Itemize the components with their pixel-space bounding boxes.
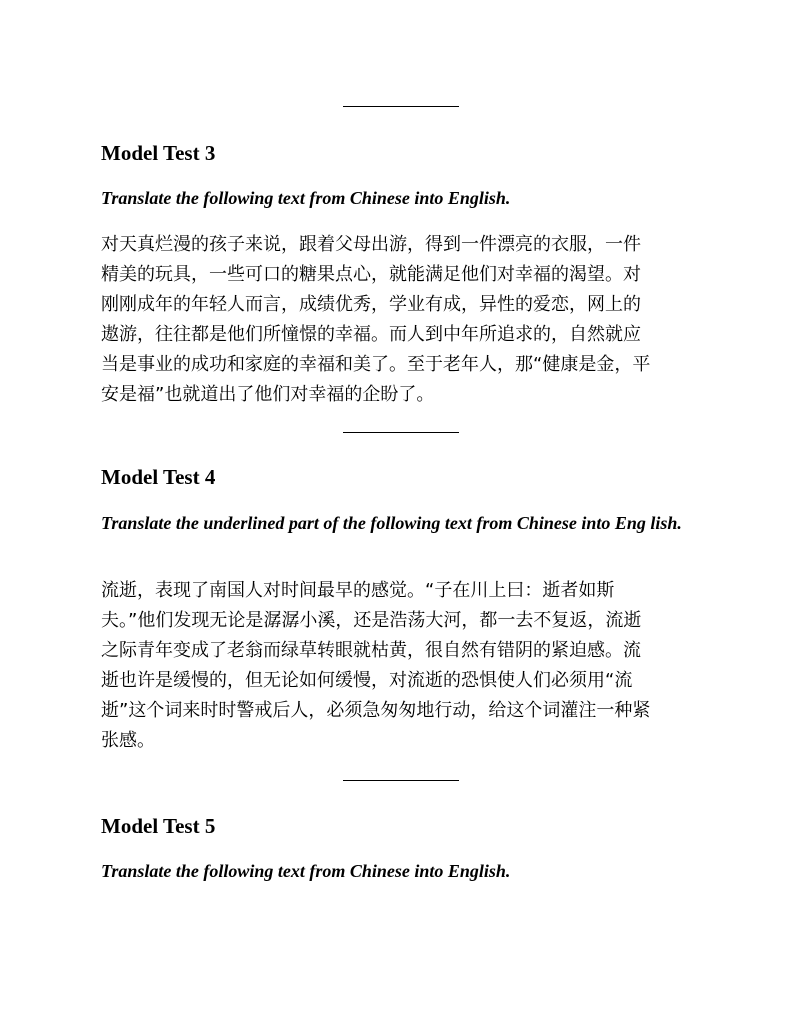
model-test-4-heading: Model Test 4 xyxy=(101,465,216,489)
passage-line: 精美的玩具，一些可口的糖果点心，就能满足他们对幸福的渴望。对 xyxy=(101,264,641,285)
passage-line: 之际青年变成了老翁而绿草转眼就枯黄，很自然有错阴的紧迫感。流 xyxy=(101,640,641,661)
passage-line: 流逝，表现了南国人对时间最早的感觉。“子在川上曰：逝者如斯 xyxy=(101,580,615,601)
passage-line: 当是事业的成功和家庭的幸福和美了。至于老年人，那“健康是金，平 xyxy=(101,354,651,375)
model-test-5-instruction: Translate the following text from Chinese into English. xyxy=(101,861,511,881)
passage-line: 张感。 xyxy=(101,730,155,751)
passage-line: 夫。”他们发现无论是潺潺小溪，还是浩荡大河，都一去不复返，流逝 xyxy=(101,610,642,631)
passage-line: 安是福”也就道出了他们对幸福的企盼了。 xyxy=(101,384,435,405)
model-test-4-instruction: Translate the underlined part of the following text from Chinese into Eng lish. xyxy=(101,513,682,533)
model-test-5-heading: Model Test 5 xyxy=(101,814,216,838)
passage-line: 遨游，往往都是他们所憧憬的幸福。而人到中年所追求的，自然就应 xyxy=(101,324,641,345)
section-divider xyxy=(343,780,459,781)
model-test-3-instruction: Translate the following text from Chinese into English. xyxy=(101,188,511,208)
passage-line: 对天真烂漫的孩子来说，跟着父母出游，得到一件漂亮的衣服，一件 xyxy=(101,234,641,255)
section-divider xyxy=(343,106,459,107)
passage-line: 逝也许是缓慢的，但无论如何缓慢，对流逝的恐惧使人们必须用“流 xyxy=(101,670,633,691)
passage-line: 逝”这个词来时时警戒后人，必须急匆匆地行动，给这个词灌注一种紧 xyxy=(101,700,651,721)
model-test-3-passage xyxy=(101,230,701,410)
model-test-3-heading: Model Test 3 xyxy=(101,141,216,165)
passage-line: 刚刚成年的年轻人而言，成绩优秀，学业有成，异性的爱恋，网上的 xyxy=(101,294,641,315)
section-divider xyxy=(343,432,459,433)
model-test-4-passage xyxy=(101,576,701,756)
